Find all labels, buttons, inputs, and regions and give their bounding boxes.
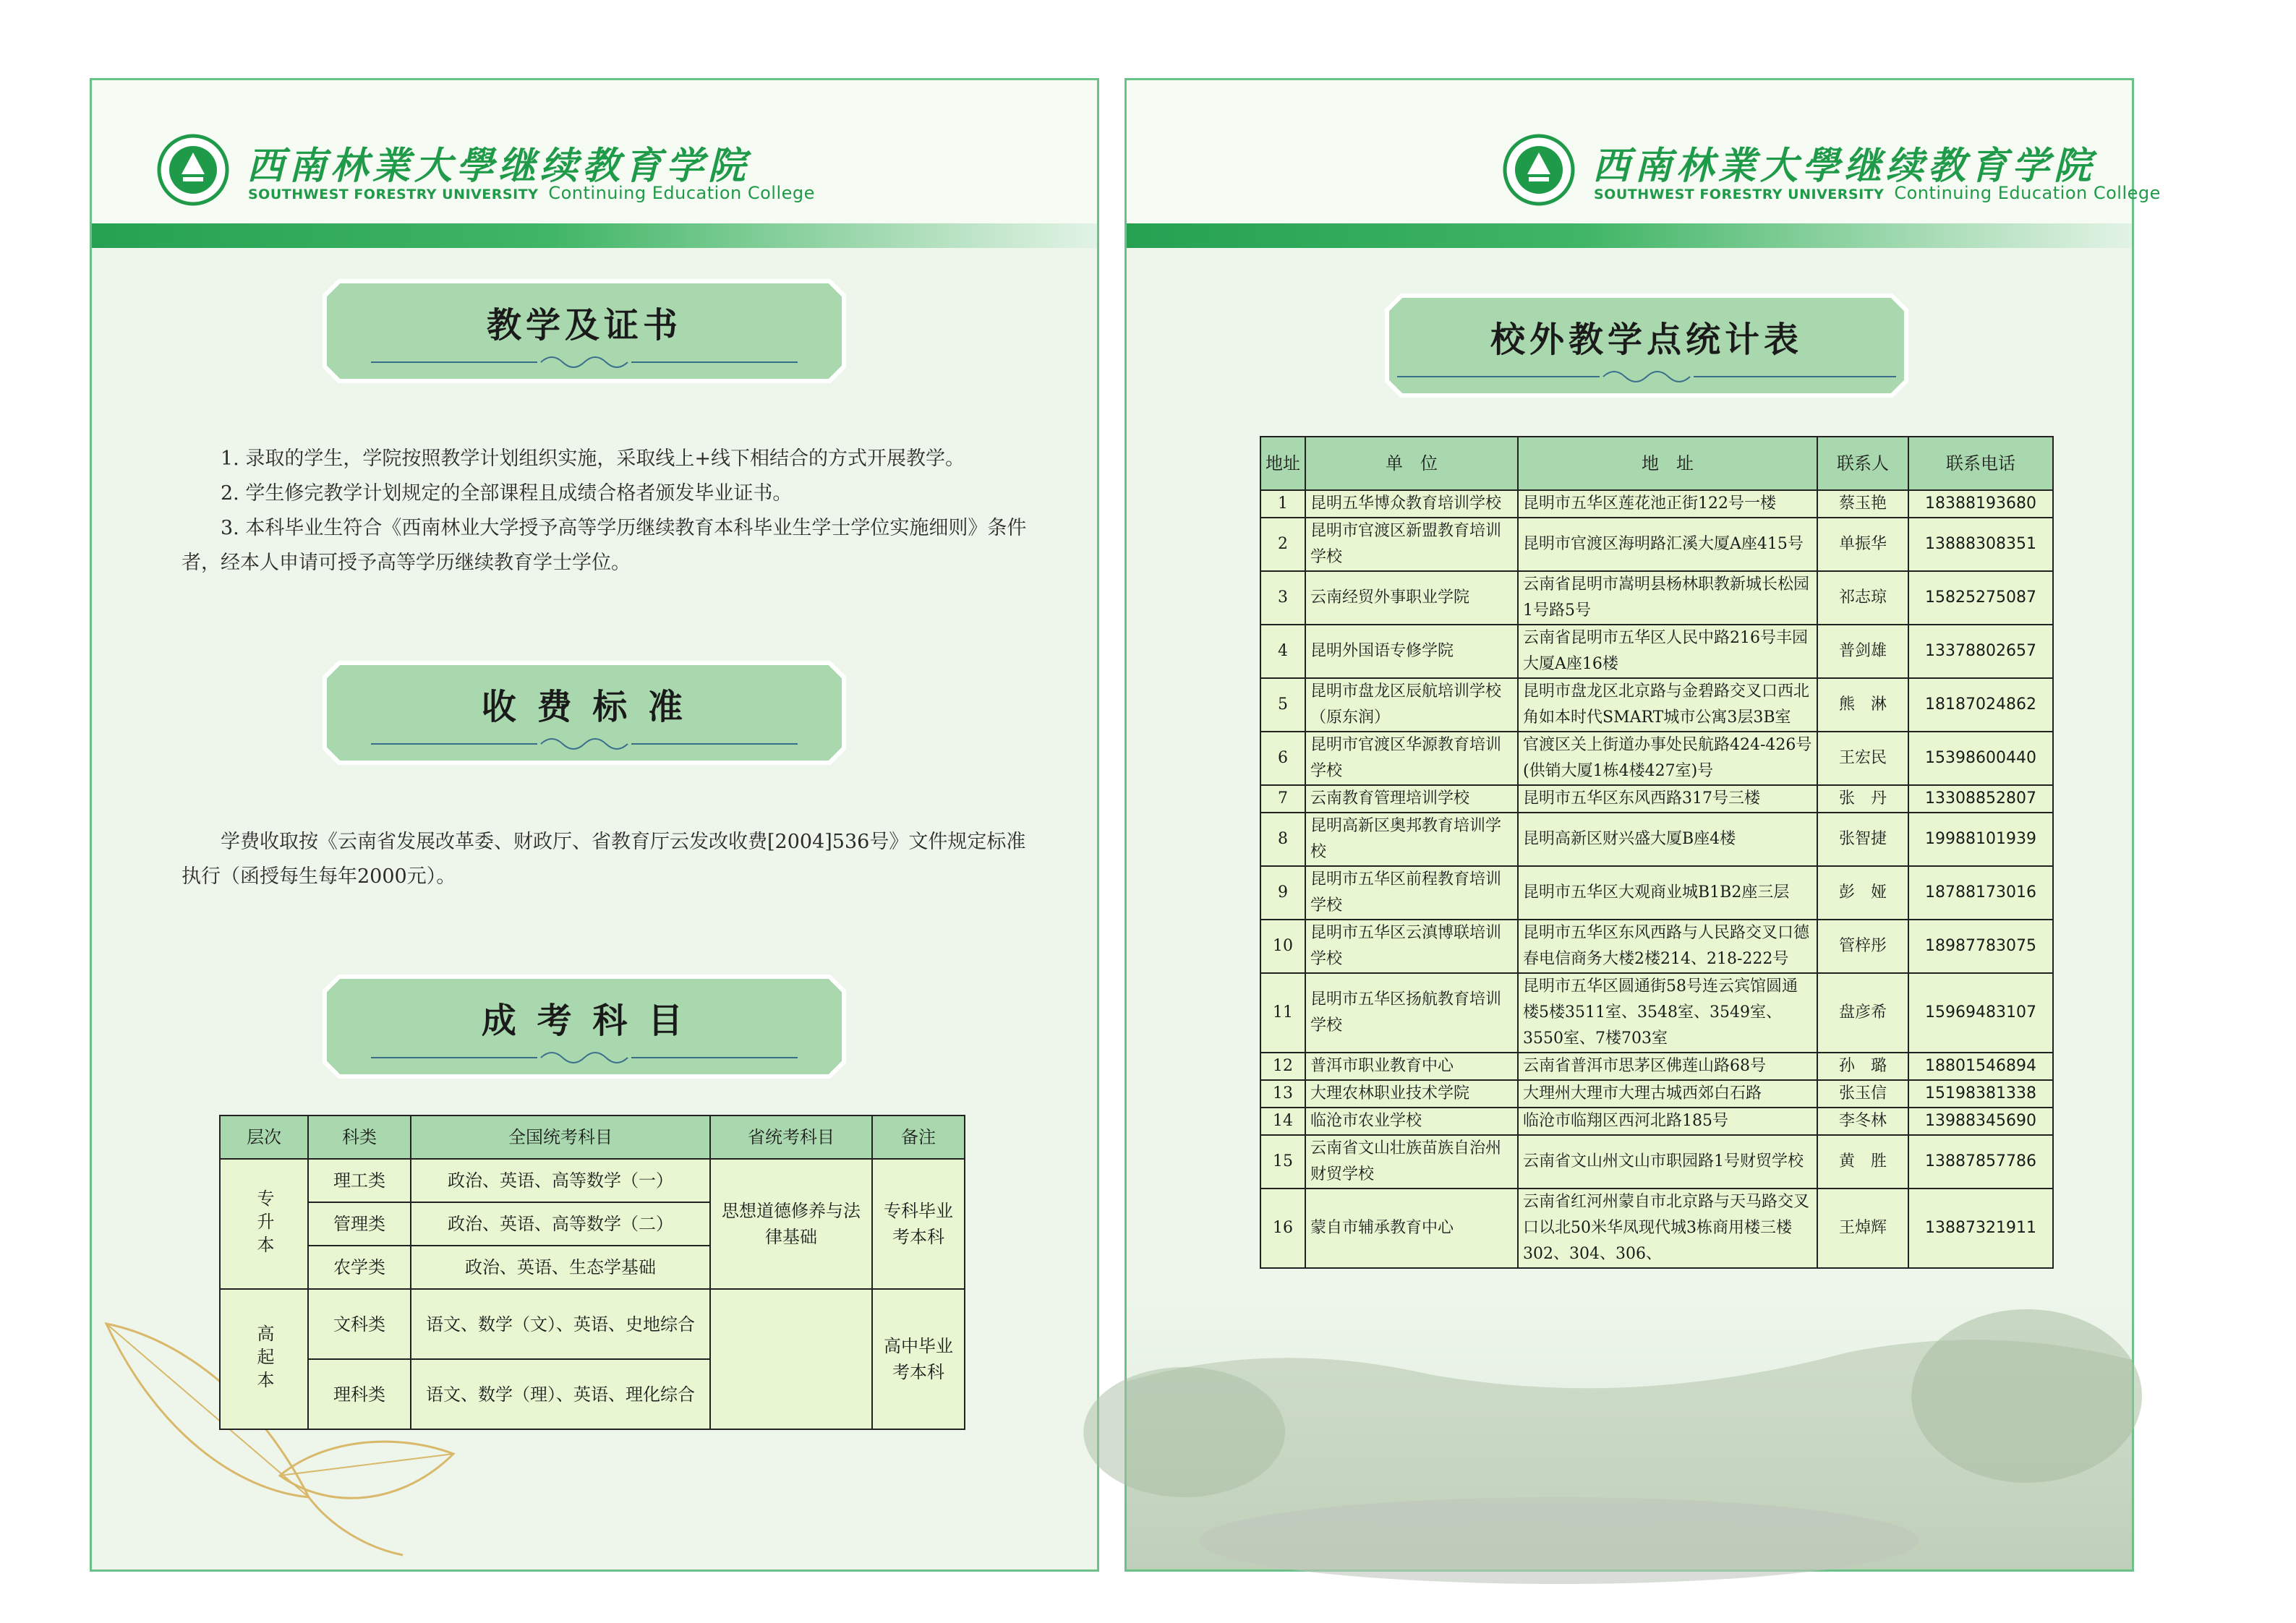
unit-cell: 昆明市官渡区新盟教育培训学校 (1305, 518, 1518, 571)
brand-college-en: Continuing Education College (1894, 183, 2161, 203)
no-cell: 3 (1260, 571, 1305, 625)
phone-cell: 15969483107 (1908, 973, 2053, 1053)
no-cell: 14 (1260, 1108, 1305, 1135)
contact-cell: 张 丹 (1817, 785, 1908, 813)
header-cell: 地 址 (1518, 437, 1817, 490)
unit-cell: 昆明高新区奥邦教育培训学校 (1305, 813, 1518, 866)
no-cell: 15 (1260, 1135, 1305, 1189)
address-cell: 官渡区关上街道办事处民航路424-426号(供销大厦1栋4楼427室)号 (1518, 732, 1817, 785)
brand-university-en: SOUTHWEST FORESTRY UNIVERSITY (1594, 187, 1885, 202)
teaching-paragraph-1: 1. 录取的学生，学院按照教学计划组织实施，采取线上+线下相结合的方式开展教学。 (221, 447, 965, 470)
fees-paragraph: 学费收取按《云南省发展改革委、财政厅、省教育厅云发改收费[2004]536号》文件规定标准执行（函授每生每年2000元）。 (182, 831, 1026, 888)
no-cell: 7 (1260, 785, 1305, 813)
address-cell: 昆明市五华区大观商业城B1B2座三层 (1518, 866, 1817, 920)
contact-cell: 张智捷 (1817, 813, 1908, 866)
no-cell: 6 (1260, 732, 1305, 785)
section-title: 教学及证书 (486, 305, 682, 346)
unit-cell: 昆明市盘龙区辰航培训学校（原东润） (1305, 678, 1518, 732)
note-cell: 高中毕业考本科 (872, 1289, 965, 1429)
address-cell: 昆明市五华区圆通街58号连云宾馆圆通楼5楼3511室、3548室、3549室、3550室、7楼703室 (1518, 973, 1817, 1053)
section-title: 收 费 标 准 (481, 687, 688, 727)
address-cell: 临沧市临翔区西河北路185号 (1518, 1108, 1817, 1135)
table-header-row (220, 1115, 965, 1159)
no-cell: 4 (1260, 625, 1305, 678)
unit-cell: 临沧市农业学校 (1305, 1108, 1518, 1135)
type-cell: 理科类 (308, 1359, 411, 1429)
brand-university-en: SOUTHWEST FORESTRY UNIVERSITY (248, 187, 539, 202)
brand-name-cn: 西南林業大學继续教育学院 (1592, 144, 2096, 188)
page-header (1127, 80, 2161, 223)
note-cell: 专科毕业考本科 (872, 1159, 965, 1289)
unit-cell: 昆明五华博众教育培训学校 (1305, 490, 1518, 518)
section-banner-subjects (320, 972, 848, 1081)
address-cell: 云南省昆明市嵩明县杨林职教新城长松园1号路5号 (1518, 571, 1817, 625)
no-cell: 9 (1260, 866, 1305, 920)
table-body (1260, 490, 2053, 1268)
phone-cell: 13988345690 (1908, 1108, 2053, 1135)
phone-cell: 13887857786 (1908, 1135, 2053, 1189)
phone-cell: 15398600440 (1908, 732, 2053, 785)
address-cell: 大理州大理市大理古城西郊白石路 (1518, 1080, 1817, 1108)
phone-cell: 18801546894 (1908, 1053, 2053, 1080)
table-row (1260, 1135, 2053, 1189)
campus-background-image (1127, 1266, 2132, 1570)
level-cell: 专升本 (220, 1159, 308, 1289)
address-cell: 昆明市五华区莲花池正街122号一楼 (1518, 490, 1817, 518)
phone-cell: 18987783075 (1908, 920, 2053, 973)
table-row (1260, 866, 2053, 920)
section-title: 校外教学点统计表 (1490, 320, 1803, 360)
contact-cell: 盘彦希 (1817, 973, 1908, 1053)
phone-cell: 18187024862 (1908, 678, 2053, 732)
exam-subjects-table (219, 1115, 965, 1430)
header-cell: 备注 (872, 1115, 965, 1159)
contact-cell: 彭 娅 (1817, 866, 1908, 920)
phone-cell: 13378802657 (1908, 625, 2053, 678)
address-cell: 云南省昆明市五华区人民中路216号丰园大厦A座16楼 (1518, 625, 1817, 678)
table-row (1260, 920, 2053, 973)
phone-cell: 13887321911 (1908, 1189, 2053, 1268)
contact-cell: 蔡玉艳 (1817, 490, 1908, 518)
unit-cell: 大理农林职业技术学院 (1305, 1080, 1518, 1108)
contact-cell: 李冬林 (1817, 1108, 1908, 1135)
unit-cell: 昆明市五华区前程教育培训学校 (1305, 866, 1518, 920)
header-cell: 地址 (1260, 437, 1305, 490)
address-cell: 昆明市五华区东风西路317号三楼 (1518, 785, 1817, 813)
table-row (1260, 490, 2053, 518)
university-logo (157, 134, 229, 206)
no-cell: 5 (1260, 678, 1305, 732)
type-cell: 管理类 (308, 1202, 411, 1246)
table-row (220, 1159, 965, 1202)
section-banner-points (1383, 291, 1911, 400)
province-subject-cell: 思想道德修养与法律基础 (710, 1159, 872, 1289)
phone-cell: 13308852807 (1908, 785, 2053, 813)
type-cell: 文科类 (308, 1289, 411, 1359)
unit-cell: 昆明市五华区扬航教育培训学校 (1305, 973, 1518, 1053)
subjects-cell: 语文、数学（理）、英语、理化综合 (411, 1359, 710, 1429)
contact-cell: 孙 璐 (1817, 1053, 1908, 1080)
no-cell: 10 (1260, 920, 1305, 973)
unit-cell: 云南经贸外事职业学院 (1305, 571, 1518, 625)
address-cell: 云南省普洱市思茅区佛莲山路68号 (1518, 1053, 1817, 1080)
unit-cell: 普洱市职业教育中心 (1305, 1053, 1518, 1080)
brand-college-en: Continuing Education College (548, 183, 815, 203)
table-row (1260, 625, 2053, 678)
contact-cell: 祁志琼 (1817, 571, 1908, 625)
phone-cell: 15198381338 (1908, 1080, 2053, 1108)
right-page (1124, 78, 2161, 1572)
no-cell: 12 (1260, 1053, 1305, 1080)
teaching-points-table (1260, 436, 2054, 1269)
contact-cell: 单振华 (1817, 518, 1908, 571)
address-cell: 云南省文山州文山市职园路1号财贸学校 (1518, 1135, 1817, 1189)
university-logo (1503, 134, 1575, 206)
unit-cell: 昆明市五华区云滇博联培训学校 (1305, 920, 1518, 973)
no-cell: 8 (1260, 813, 1305, 866)
subjects-cell: 政治、英语、高等数学（一） (411, 1159, 710, 1202)
contact-cell: 普剑雄 (1817, 625, 1908, 678)
teaching-paragraph-2: 2. 学生修完教学计划规定的全部课程且成绩合格者颁发毕业证书。 (221, 482, 793, 505)
header-stripe (1127, 223, 2132, 248)
contact-cell: 王焯辉 (1817, 1189, 1908, 1268)
subjects-cell: 政治、英语、高等数学（二） (411, 1202, 710, 1246)
no-cell: 1 (1260, 490, 1305, 518)
unit-cell: 云南省文山壮族苗族自治州财贸学校 (1305, 1135, 1518, 1189)
brand-name-en (1594, 183, 2161, 203)
teaching-text (182, 442, 1035, 581)
table-row (1260, 1189, 2053, 1268)
contact-cell: 管梓彤 (1817, 920, 1908, 973)
phone-cell: 19988101939 (1908, 813, 2053, 866)
header-cell: 层次 (220, 1115, 308, 1159)
header-cell: 省统考科目 (710, 1115, 872, 1159)
brand-name-cn: 西南林業大學继续教育学院 (247, 144, 751, 188)
brand-name-en (248, 183, 815, 203)
table-row (1260, 973, 2053, 1053)
address-cell: 昆明市五华区东风西路与人民路交叉口德春电信商务大楼2楼214、218-222号 (1518, 920, 1817, 973)
type-cell: 理工类 (308, 1159, 411, 1202)
section-banner-fees (320, 659, 848, 767)
subjects-cell: 语文、数学（文）、英语、史地综合 (411, 1289, 710, 1359)
address-cell: 昆明高新区财兴盛大厦B座4楼 (1518, 813, 1817, 866)
level-cell: 高起本 (220, 1289, 308, 1429)
no-cell: 13 (1260, 1080, 1305, 1108)
table-row (1260, 1108, 2053, 1135)
contact-cell: 张玉信 (1817, 1080, 1908, 1108)
unit-cell: 蒙自市辅承教育中心 (1305, 1189, 1518, 1268)
phone-cell: 18788173016 (1908, 866, 2053, 920)
table-header-row (1260, 437, 2053, 490)
no-cell: 16 (1260, 1189, 1305, 1268)
phone-cell: 18388193680 (1908, 490, 2053, 518)
contact-cell: 王宏民 (1817, 732, 1908, 785)
section-banner-teaching (320, 277, 848, 385)
table-row (1260, 732, 2053, 785)
unit-cell: 昆明外国语专修学院 (1305, 625, 1518, 678)
address-cell: 昆明市盘龙区北京路与金碧路交叉口西北角如本时代SMART城市公寓3层3B室 (1518, 678, 1817, 732)
subjects-cell: 政治、英语、生态学基础 (411, 1246, 710, 1289)
type-cell: 农学类 (308, 1246, 411, 1289)
address-cell: 云南省红河州蒙自市北京路与天马路交叉口以北50米华凤现代城3栋商用楼三楼302、304、306、 (1518, 1189, 1817, 1268)
left-page (90, 78, 1099, 1572)
unit-cell: 昆明市官渡区华源教育培训学校 (1305, 732, 1518, 785)
province-subject-cell (710, 1289, 872, 1429)
table-row (1260, 571, 2053, 625)
header-stripe (92, 223, 1097, 248)
page-header (92, 80, 1097, 223)
contact-cell: 黄 胜 (1817, 1135, 1908, 1189)
address-cell: 昆明市官渡区海明路汇溪大厦A座415号 (1518, 518, 1817, 571)
header-cell: 全国统考科目 (411, 1115, 710, 1159)
phone-cell: 13888308351 (1908, 518, 2053, 571)
fees-text (182, 825, 1035, 894)
teaching-paragraph-3: 3. 本科毕业生符合《西南林业大学授予高等学历继续教育本科毕业生学士学位实施细则》条件者，经本人申请可授予高等学历继续教育学士学位。 (182, 517, 1027, 574)
table-row (1260, 813, 2053, 866)
no-cell: 2 (1260, 518, 1305, 571)
unit-cell: 云南教育管理培训学校 (1305, 785, 1518, 813)
section-title: 成 考 科 目 (481, 1001, 688, 1041)
table-row (1260, 678, 2053, 732)
phone-cell: 15825275087 (1908, 571, 2053, 625)
header-cell: 科类 (308, 1115, 411, 1159)
header-cell: 单 位 (1305, 437, 1518, 490)
header-cell: 联系电话 (1908, 437, 2053, 490)
table-row (1260, 1080, 2053, 1108)
header-cell: 联系人 (1817, 437, 1908, 490)
table-row (1260, 785, 2053, 813)
table-row (1260, 1053, 2053, 1080)
no-cell: 11 (1260, 973, 1305, 1053)
table-row (1260, 518, 2053, 571)
table-row (220, 1289, 965, 1359)
contact-cell: 熊 淋 (1817, 678, 1908, 732)
